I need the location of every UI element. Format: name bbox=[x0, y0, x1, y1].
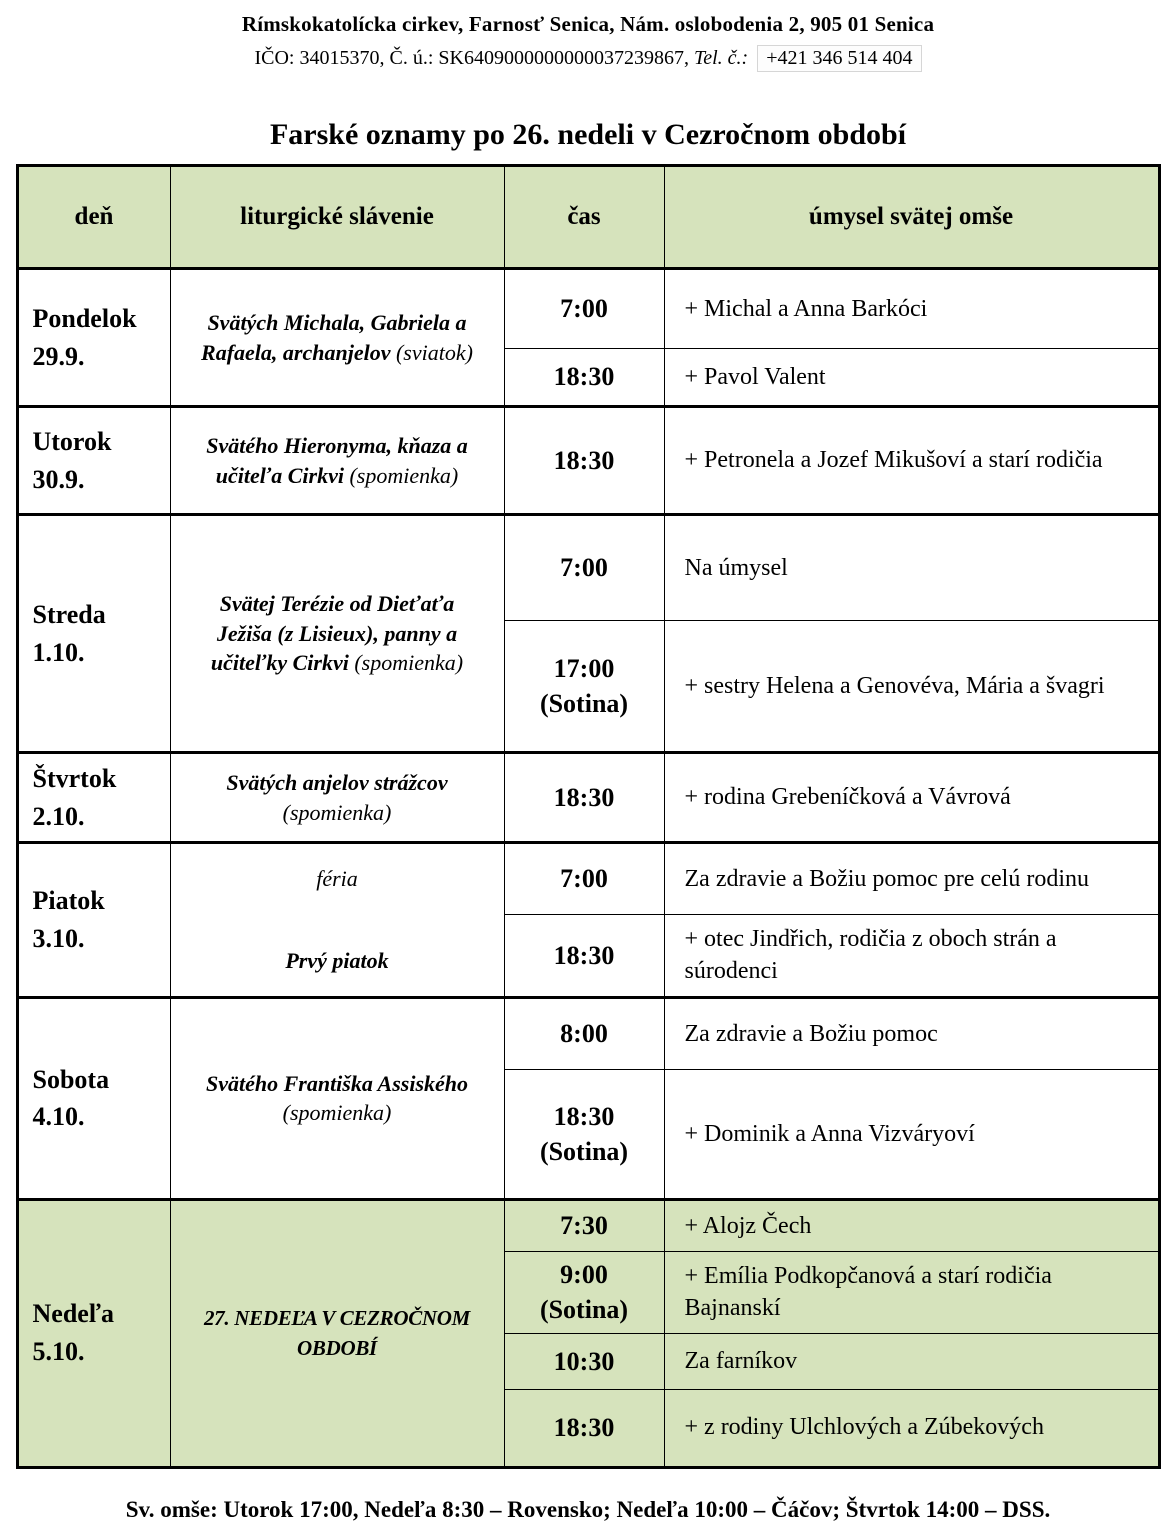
day-date: 29.9. bbox=[32, 341, 85, 371]
day-name: Streda bbox=[32, 599, 106, 629]
day-date: 5.10. bbox=[32, 1337, 85, 1367]
mass-schedule-table bbox=[16, 164, 1161, 1469]
liturgy-name: Svätých anjelov strážcov bbox=[226, 769, 448, 795]
table-row bbox=[17, 269, 1159, 349]
liturgy-cell bbox=[170, 407, 504, 515]
mass-time: 7:00 bbox=[504, 515, 664, 621]
day-name: Sobota bbox=[32, 1064, 110, 1094]
day-name: Utorok bbox=[32, 426, 112, 456]
liturgy-feria: féria bbox=[316, 866, 358, 892]
liturgy-note: (sviatok) bbox=[395, 339, 473, 365]
mass-intention: Na úmysel bbox=[664, 515, 1159, 621]
table-row bbox=[17, 1199, 1159, 1251]
liturgy-name: Prvý piatok bbox=[285, 947, 389, 973]
mass-time: 8:00 bbox=[504, 997, 664, 1069]
table-row bbox=[17, 753, 1159, 843]
day-name: Piatok bbox=[32, 886, 105, 916]
mass-time: 18:30 bbox=[504, 753, 664, 843]
day-cell-friday bbox=[17, 843, 170, 998]
mass-intention: + Pavol Valent bbox=[664, 349, 1159, 407]
day-name: Nedeľa bbox=[32, 1299, 115, 1329]
mass-intention: + Dominik a Anna Vizváryoví bbox=[664, 1069, 1159, 1199]
mass-time: 18:30 (Sotina) bbox=[504, 1069, 664, 1199]
phone-number[interactable]: +421 346 514 404 bbox=[757, 45, 921, 72]
mass-time: 18:30 bbox=[504, 915, 664, 998]
table-header-row bbox=[17, 166, 1159, 269]
table-row bbox=[17, 407, 1159, 515]
liturgy-name: Svätého Františka Assiského bbox=[205, 1070, 469, 1096]
mass-intention: Za zdravie a Božiu pomoc pre celú rodinu bbox=[664, 843, 1159, 915]
day-cell-thursday bbox=[17, 753, 170, 843]
liturgy-note: (spomienka) bbox=[282, 1100, 392, 1126]
liturgy-name: Svätých Michala, Gabriela a Rafaela, archanjelov bbox=[201, 309, 467, 365]
mass-intention: + Michal a Anna Barkóci bbox=[664, 269, 1159, 349]
liturgy-name: Svätej Terézie od Dieťaťa Ježiša (z Lisieux), panny a učiteľky Cirkvi bbox=[210, 590, 458, 676]
mass-intention: + Alojz Čech bbox=[664, 1199, 1159, 1251]
ico-iban-text: IČO: 34015370, Č. ú.: SK6409000000000037239867, bbox=[254, 47, 689, 69]
day-date: 1.10. bbox=[32, 637, 85, 667]
mass-time: 9:00 (Sotina) bbox=[504, 1251, 664, 1333]
parish-contact-line bbox=[0, 45, 1176, 72]
liturgy-note: (spomienka) bbox=[349, 462, 459, 488]
mass-time: 18:30 bbox=[504, 349, 664, 407]
day-date: 2.10. bbox=[32, 801, 85, 831]
liturgy-name: Svätého Hieronyma, kňaza a učiteľa Cirkvi bbox=[206, 432, 468, 488]
mass-intention: Za zdravie a Božiu pomoc bbox=[664, 997, 1159, 1069]
document-header bbox=[0, 0, 1176, 72]
tel-label: Tel. č.: bbox=[693, 47, 749, 69]
mass-time: 18:30 bbox=[504, 407, 664, 515]
page-title: Farské oznamy po 26. nedeli v Cezročnom období bbox=[269, 118, 907, 151]
mass-intention: + z rodiny Ulchlových a Zúbekových bbox=[664, 1389, 1159, 1467]
table-row bbox=[17, 843, 1159, 915]
table-row bbox=[17, 515, 1159, 621]
liturgy-cell bbox=[170, 753, 504, 843]
mass-intention: Za farníkov bbox=[664, 1333, 1159, 1389]
liturgy-note: (spomienka) bbox=[282, 799, 392, 825]
mass-time: 10:30 bbox=[504, 1333, 664, 1389]
mass-time: 7:00 bbox=[504, 269, 664, 349]
liturgy-cell bbox=[170, 269, 504, 407]
mass-time: 17:00 (Sotina) bbox=[504, 621, 664, 753]
day-date: 4.10. bbox=[32, 1102, 85, 1132]
day-date: 30.9. bbox=[32, 464, 85, 494]
liturgy-cell bbox=[170, 997, 504, 1199]
mass-intention: + sestry Helena a Genovéva, Mária a švagri bbox=[664, 621, 1159, 753]
liturgy-cell bbox=[170, 843, 504, 998]
table-row bbox=[17, 997, 1159, 1069]
liturgy-name: 27. NEDEĽA V CEZROČNOM OBDOBÍ bbox=[203, 1306, 471, 1361]
day-cell-wednesday bbox=[17, 515, 170, 753]
day-date: 3.10. bbox=[32, 923, 85, 953]
liturgy-cell bbox=[170, 1199, 504, 1467]
other-masses-footer: Sv. omše: Utorok 17:00, Nedeľa 8:30 – Rovensko; Nedeľa 10:00 – Čáčov; Štvrtok 14:00 – DSS. bbox=[125, 1496, 1051, 1522]
mass-time: 7:00 bbox=[504, 843, 664, 915]
day-cell-saturday bbox=[17, 997, 170, 1199]
column-header-liturgy: liturgické slávenie bbox=[170, 166, 504, 269]
mass-intention: + Petronela a Jozef Mikušoví a starí rodičia bbox=[664, 407, 1159, 515]
column-header-time: čas bbox=[504, 166, 664, 269]
day-cell-sunday bbox=[17, 1199, 170, 1467]
column-header-day: deň bbox=[17, 166, 170, 269]
mass-intention: + Emília Podkopčanová a starí rodičia Bajnanskí bbox=[664, 1251, 1159, 1333]
liturgy-note: (spomienka) bbox=[354, 650, 464, 676]
liturgy-cell bbox=[170, 515, 504, 753]
day-name: Pondelok bbox=[32, 303, 137, 333]
day-name: Štvrtok bbox=[32, 763, 117, 793]
mass-time: 18:30 bbox=[504, 1389, 664, 1467]
mass-intention: + rodina Grebeníčková a Vávrová bbox=[664, 753, 1159, 843]
mass-intention: + otec Jindřich, rodičia z oboch strán a súrodenci bbox=[664, 915, 1159, 998]
day-cell-tuesday bbox=[17, 407, 170, 515]
parish-address-line: Rímskokatolícka cirkev, Farnosť Senica, Nám. oslobodenia 2, 905 01 Senica bbox=[241, 12, 935, 36]
mass-time: 7:30 bbox=[504, 1199, 664, 1251]
column-header-intention: úmysel svätej omše bbox=[664, 166, 1159, 269]
day-cell-monday bbox=[17, 269, 170, 407]
